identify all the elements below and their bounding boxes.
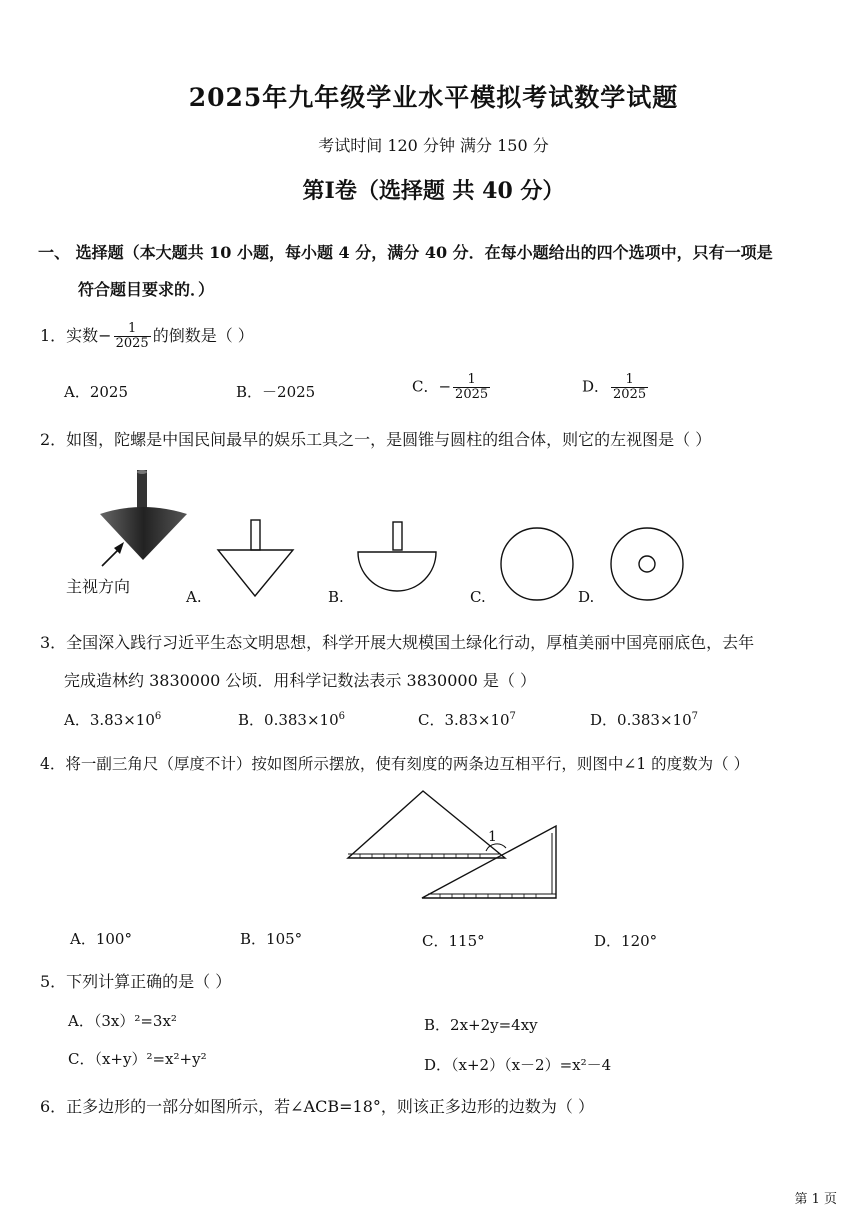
q2-option-c-label: C. <box>470 588 486 606</box>
q2-option-a-figure <box>215 518 295 598</box>
q1-option-d-label: D． <box>582 377 610 396</box>
q1-option-b: B．－2025 <box>236 383 316 401</box>
question-4: 4．将一副三角尺（厚度不计）按如图所示摆放，使有刻度的两条边互相平行，则图中∠1 的度数为（ ） <box>40 755 750 773</box>
q3-option-b <box>238 709 345 730</box>
question-2: 2．如图，陀螺是中国民间最早的娱乐工具之一，是圆锥与圆柱的组合体，则它的左视图是（ ） <box>40 430 712 449</box>
q1-fraction <box>114 322 151 351</box>
q3-option-c <box>418 709 516 730</box>
q5-option-a: A．（3x）²=3x² <box>68 1012 177 1030</box>
q1-option-c <box>412 373 492 402</box>
q3-option-d-text: D．0.383×10 <box>590 711 692 729</box>
section1-instructions-line1: 一、 选择题（本大题共 10 小题，每小题 4 分，满分 40 分．在每小题给出的四个选项中，只有一项是 <box>38 243 773 262</box>
q1-fraction-denominator: 2025 <box>115 336 149 351</box>
section1-instructions-line2: 符合题目要求的．） <box>78 280 215 299</box>
q1-option-d-fraction <box>611 373 648 402</box>
view-direction-arrow <box>98 540 128 570</box>
q4-option-d: D．120° <box>594 932 658 950</box>
q3-option-a-exponent: 6 <box>154 711 162 722</box>
q2-option-b-label: B. <box>328 588 344 606</box>
q3-option-b-text: B．0.383×10 <box>238 711 339 729</box>
main-view-label: 主视方向 <box>66 577 131 596</box>
q2-option-a-label: A. <box>186 588 202 606</box>
q1-option-a: A．2025 <box>64 383 129 401</box>
q2-option-d-figure <box>608 526 686 604</box>
q2-option-d-label: D. <box>578 588 595 606</box>
exam-info: 考试时间 120 分钟 满分 150 分 <box>318 136 549 155</box>
q4-option-c: C．115° <box>422 932 485 950</box>
q2-option-b-figure <box>355 520 439 596</box>
volume-heading: 第Ⅰ卷（选择题 共 40 分） <box>302 178 565 204</box>
question-1 <box>40 322 254 351</box>
q3-option-a <box>64 709 161 730</box>
q1-prefix: 1．实数− <box>40 326 112 345</box>
q5-option-c: C．（x+y）²=x²+y² <box>68 1050 207 1068</box>
q1-option-c-fraction <box>453 373 490 402</box>
q4-option-a: A．100° <box>70 930 132 948</box>
q3-option-d-exponent: 7 <box>691 711 698 722</box>
page-number: 第 1 页 <box>794 1192 837 1207</box>
q1-option-c-numerator: 1 <box>453 373 490 388</box>
page-title: 2025年九年级学业水平模拟考试数学试题 <box>188 83 679 112</box>
q1-option-c-label: C．− <box>412 377 452 396</box>
q1-option-c-denominator: 2025 <box>455 387 489 402</box>
q1-option-d-numerator: 1 <box>611 373 648 388</box>
q3-option-c-text: C．3.83×10 <box>418 711 510 729</box>
q3-option-d <box>590 709 698 730</box>
q4-option-b: B．105° <box>240 930 303 948</box>
question-5: 5．下列计算正确的是（ ） <box>40 972 232 991</box>
set-squares-figure <box>340 785 570 910</box>
question-3-line1: 3．全国深入践行习近平生态文明思想，科学开展大规模国土绿化行动，厚植美丽中国亮丽底色，去年 <box>40 633 755 652</box>
q3-option-c-exponent: 7 <box>509 711 516 722</box>
q1-fraction-numerator: 1 <box>114 322 151 337</box>
q1-option-d <box>582 373 650 402</box>
q5-option-d: D．（x+2）（x－2）=x²－4 <box>424 1056 612 1074</box>
q1-suffix: 的倒数是（ ） <box>152 326 254 345</box>
question-6: 6．正多边形的一部分如图所示，若∠ACB=18°，则该正多边形的边数为（ ） <box>40 1097 594 1116</box>
q2-option-c-figure <box>498 526 576 604</box>
q5-option-b: B．2x+2y=4xy <box>424 1016 538 1034</box>
q1-option-d-denominator: 2025 <box>613 387 647 402</box>
angle-1-label: 1 <box>488 829 497 845</box>
q3-option-a-text: A．3.83×10 <box>64 711 155 729</box>
question-3-line2: 完成造林约 3830000 公顷．用科学记数法表示 3830000 是（ ） <box>64 671 536 690</box>
q3-option-b-exponent: 6 <box>338 711 345 722</box>
